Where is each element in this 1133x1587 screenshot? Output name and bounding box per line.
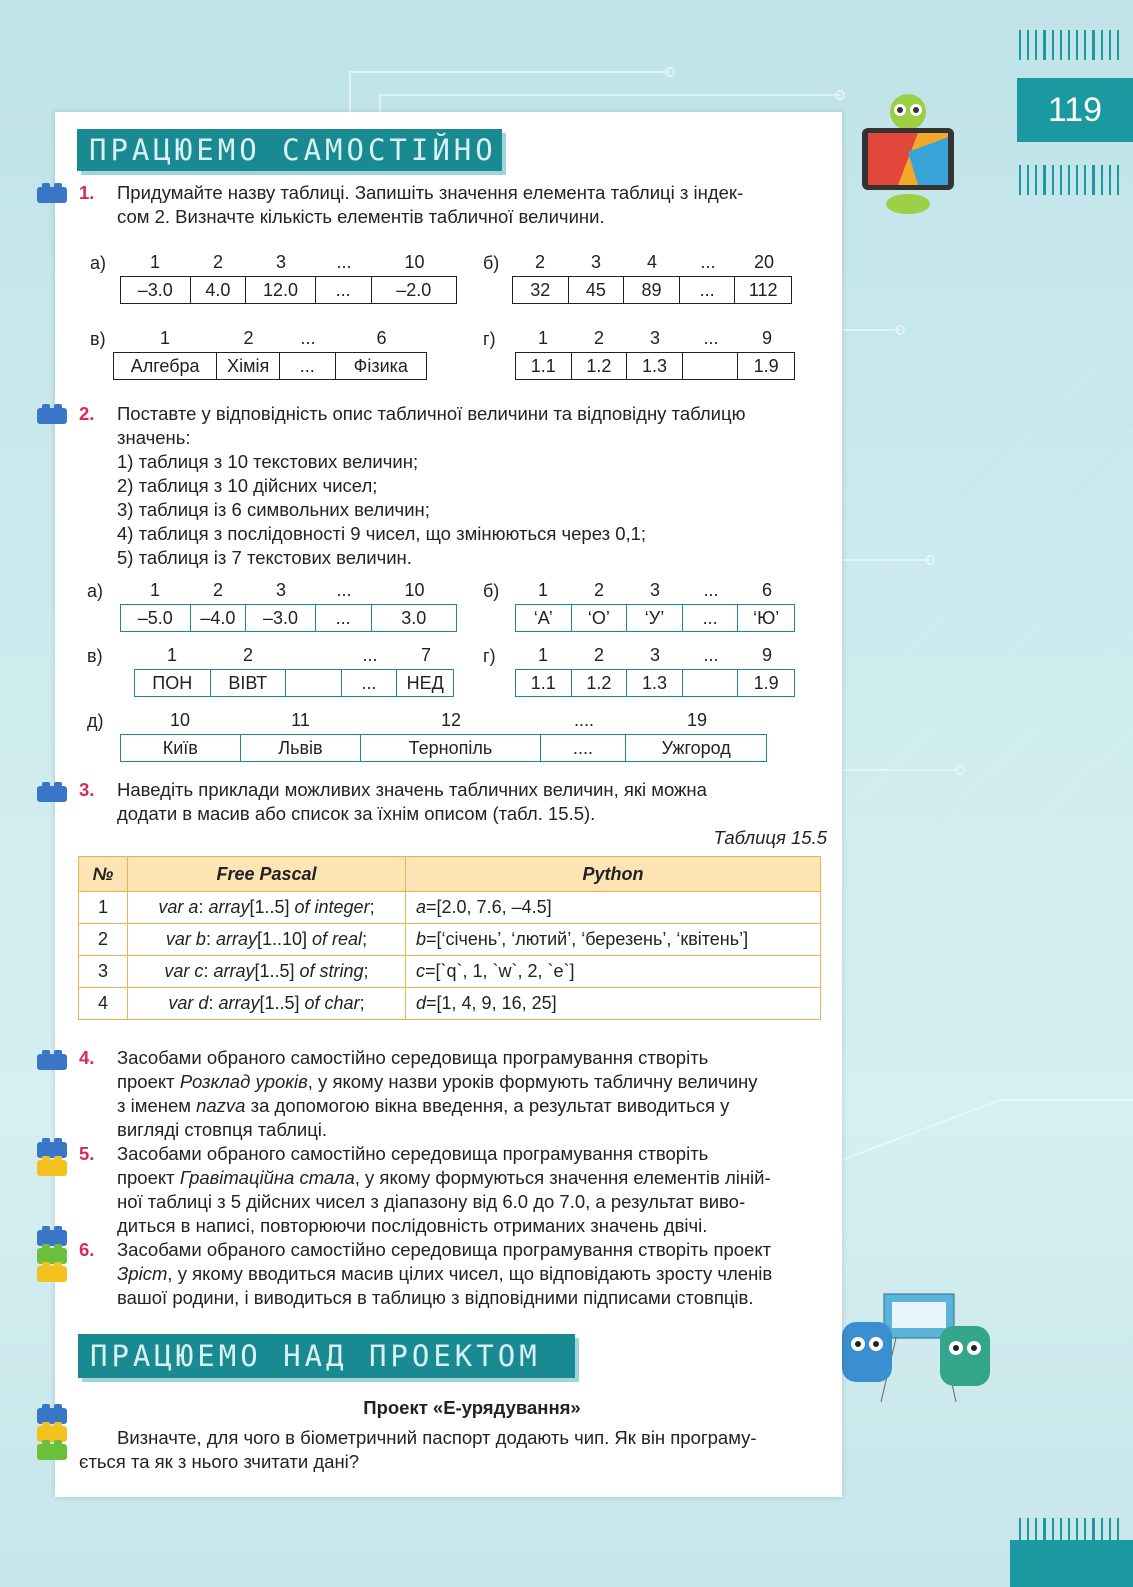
table-cell: Львів <box>241 735 362 761</box>
table-cell: –5.0 <box>121 605 191 631</box>
table-index: 10 <box>404 580 425 600</box>
table-index: 3 <box>649 328 660 348</box>
row-number: 3 <box>79 956 128 988</box>
text-run: проект <box>117 1071 180 1092</box>
table-cell: Фізика <box>353 355 408 376</box>
table-index: 9 <box>761 645 772 665</box>
task-text-line: ної таблиці з 5 дійсних чисел з діапазону від 6.0 до 7.0, а результат виво- <box>117 1191 746 1212</box>
table-label: в) <box>90 329 106 349</box>
project-section <box>117 1396 827 1420</box>
task-text-line: додати в масив або список за їхнім описом (табл. 15.5). <box>117 803 596 824</box>
task-1 <box>79 181 827 229</box>
table-index: 1 <box>159 328 170 348</box>
table-row <box>79 892 821 924</box>
lego-blocks-icon <box>37 1230 69 1284</box>
table-index: 10 <box>404 252 425 272</box>
task-number: 6. <box>79 1239 95 1260</box>
text-run: , у якому назви уроків формують табличну величину <box>307 1071 758 1092</box>
table-index: ... <box>703 328 719 348</box>
table-cell <box>286 670 342 696</box>
table-cell: 3.0 <box>401 607 427 628</box>
pascal-array: array <box>208 897 250 917</box>
task-text-line <box>117 1094 827 1118</box>
table-index: 2 <box>242 645 253 665</box>
section-banner-independent-work: ПРАЦЮЕМО САМОСТІЙНО <box>77 129 502 171</box>
pascal-cell: var b: array[1..10] of real; <box>128 924 406 956</box>
table-cell: 12.0 <box>246 277 316 303</box>
python-value: =[2.0, 7.6, –4.5] <box>426 897 552 917</box>
task-number: 1. <box>79 182 95 203</box>
page-tab-comb-footer <box>1019 1518 1119 1544</box>
table-cell: ... <box>683 605 739 631</box>
robot-tablet-illustration <box>858 92 958 217</box>
table-cell: НЕД <box>406 672 444 693</box>
task-text-line: вигляді стовпця таблиці. <box>117 1119 328 1140</box>
table-index: 7 <box>420 645 431 665</box>
table-row <box>79 956 821 988</box>
table-cell: .... <box>541 735 627 761</box>
task-6 <box>79 1238 827 1310</box>
pascal-array: array <box>213 961 255 981</box>
table-label: г) <box>483 646 496 666</box>
pascal-type: of string <box>299 961 364 981</box>
table-cell: ... <box>316 605 372 631</box>
pascal-type: of real <box>312 929 363 949</box>
page-number: 119 <box>1017 78 1133 142</box>
table-cell: –3.0 <box>246 605 316 631</box>
column-header: № <box>79 857 128 892</box>
text-run: , у якому формуються значення елементів ліній- <box>354 1167 771 1188</box>
table-cells <box>113 352 427 380</box>
table-index: ... <box>703 580 719 600</box>
task-text-line: Засобами обраного самостійно середовища програмування створіть проект <box>117 1239 772 1260</box>
table-index: 19 <box>686 710 708 730</box>
lego-blocks-icon <box>37 1408 69 1462</box>
table-cell: 45 <box>569 277 625 303</box>
python-value: =[‘січень’, ‘лютий’, ‘березень’, ‘квітень’] <box>426 929 749 949</box>
pascal-range: [1..5] <box>259 993 300 1013</box>
column-header: Python <box>406 857 821 892</box>
task-3 <box>79 778 827 850</box>
table-label: г) <box>483 329 496 349</box>
python-cell <box>406 892 821 924</box>
table-cell: Київ <box>121 735 241 761</box>
text-run: проект <box>117 1167 180 1188</box>
table-index: 3 <box>590 252 601 272</box>
task-4 <box>79 1046 827 1142</box>
table-cell: 112 <box>748 279 778 300</box>
table-cell: –3.0 <box>121 277 191 303</box>
task-option: 5) таблиця із 7 текстових величин. <box>117 547 412 568</box>
table-row <box>79 924 821 956</box>
table-cell: –2.0 <box>396 279 432 300</box>
task-option: 1) таблиця з 10 текстових величин; <box>117 451 419 472</box>
table-index: .... <box>573 710 594 730</box>
lego-blocks-icon <box>37 187 69 205</box>
table-cell: ‘У’ <box>627 605 683 631</box>
python-cell <box>406 956 821 988</box>
table-cell: 1.3 <box>627 670 683 696</box>
table-index: 1 <box>537 645 548 665</box>
table-index: 1 <box>149 252 160 272</box>
table-index: 1 <box>537 580 548 600</box>
table-index: 3 <box>275 580 286 600</box>
pascal-range: [1..5] <box>249 897 290 917</box>
row-number: 4 <box>79 988 128 1020</box>
task-text-line <box>117 1262 827 1286</box>
pascal-array: array <box>218 993 260 1013</box>
table-index: 10 <box>169 710 191 730</box>
table-cell: 1.9 <box>753 355 779 376</box>
table-index: 2 <box>534 252 545 272</box>
text-run: за допомогою вікна введення, а результат виводиться у <box>245 1095 730 1116</box>
table-cell: 1.3 <box>627 353 683 379</box>
task-option: 3) таблиця із 6 символьних величин; <box>117 499 430 520</box>
task-5 <box>79 1142 827 1238</box>
table-cells <box>515 669 795 697</box>
table-index: 9 <box>761 328 772 348</box>
table-index: ... <box>336 252 352 272</box>
table-cell: ‘А’ <box>516 605 572 631</box>
task-2 <box>79 402 827 570</box>
table-cell: ... <box>280 353 336 379</box>
task-option: 4) таблиця з послідовності 9 чисел, що змінюються через 0,1; <box>117 523 647 544</box>
lego-blocks-icon <box>37 1054 69 1072</box>
text-run: , у якому вводиться масив цілих чисел, що відповідають зросту членів <box>167 1263 773 1284</box>
table-cells <box>120 734 767 762</box>
table-cell: 89 <box>624 277 680 303</box>
table-cells <box>120 276 457 304</box>
project-text-line: Визначте, для чого в біометричний паспорт додають чип. Як він програму- <box>117 1427 757 1448</box>
table-cell: 4.0 <box>191 277 247 303</box>
table-index: ... <box>700 252 716 272</box>
lego-blocks-icon <box>37 408 69 426</box>
table-cell: 1.1 <box>516 353 572 379</box>
table-cell: ... <box>316 277 372 303</box>
table-cells <box>120 604 457 632</box>
table-index: 2 <box>212 252 223 272</box>
variable-name: nazva <box>196 1095 246 1116</box>
table-cell: 1.2 <box>572 353 628 379</box>
task-text-line: вашої родини, і виводиться в таблицю з відповідними підписами стовпців. <box>117 1287 754 1308</box>
table-label: а) <box>87 581 104 601</box>
table-index: 2 <box>593 580 604 600</box>
pascal-range: [1..5] <box>254 961 295 981</box>
table-index: 3 <box>649 645 660 665</box>
project-text-line: ється та як з нього зчитати дані? <box>79 1451 360 1472</box>
table-index: 6 <box>761 580 772 600</box>
table-index: 12 <box>440 710 462 730</box>
task-text-line: Засобами обраного самостійно середовища програмування створіть <box>117 1047 709 1068</box>
pascal-var: var a <box>158 897 199 917</box>
row-number: 1 <box>79 892 128 924</box>
table-cell: ‘Ю’ <box>753 607 780 628</box>
task-text-line: Засобами обраного самостійно середовища програмування створіть <box>117 1143 709 1164</box>
pascal-cell: var a: array[1..5] of integer; <box>128 892 406 924</box>
table-cell <box>683 670 739 696</box>
table-index: 4 <box>646 252 657 272</box>
table-index: 1 <box>166 645 177 665</box>
table-index: 3 <box>649 580 660 600</box>
project-name: Гравітаційна стала <box>179 1167 355 1188</box>
table-index: ... <box>362 645 378 665</box>
table-cells <box>515 352 795 380</box>
pascal-type: of char <box>304 993 360 1013</box>
task-text-line <box>117 1166 827 1190</box>
table-label: б) <box>483 581 500 601</box>
row-number: 2 <box>79 924 128 956</box>
task-text-line: значень: <box>117 427 191 448</box>
task-option: 2) таблиця з 10 дійсних чисел; <box>117 475 378 496</box>
pascal-var: var b <box>165 929 206 949</box>
table-cell: 1.1 <box>516 670 572 696</box>
task-number: 5. <box>79 1143 95 1164</box>
project-title: Проект «Е-урядування» <box>363 1397 581 1418</box>
table-cell: 32 <box>513 277 569 303</box>
table-index: ... <box>703 645 719 665</box>
python-var: d <box>416 993 427 1013</box>
table-row <box>79 988 821 1020</box>
task-text-line: Наведіть приклади можливих значень табличних величин, які можна <box>117 779 707 800</box>
text-run: з іменем <box>117 1095 197 1116</box>
table-cell <box>683 353 739 379</box>
python-cell <box>406 988 821 1020</box>
page-tab-comb-top <box>1019 30 1119 60</box>
table-cell: Тернопіль <box>361 735 540 761</box>
python-value: =[`q`, 1, `w`, 2, `e`] <box>425 961 575 981</box>
robots-board-illustration <box>836 1292 1006 1407</box>
table-index: 11 <box>291 710 310 730</box>
task-text-line: диться в написі, повторюючи послідовність отриманих значень двічі. <box>117 1215 708 1236</box>
task-text-line: Поставте у відповідність опис табличної величини та відповідну таблицю <box>117 403 746 424</box>
table-index: 6 <box>376 328 387 348</box>
section-banner-project-work: ПРАЦЮЕМО НАД ПРОЕКТОМ <box>78 1334 575 1378</box>
python-cell <box>406 924 821 956</box>
table-index: 2 <box>593 645 604 665</box>
table-cell: ... <box>680 277 736 303</box>
python-var: a <box>416 897 427 917</box>
python-var: b <box>416 929 427 949</box>
table-index: 2 <box>243 328 254 348</box>
pascal-var: var c <box>164 961 204 981</box>
lego-blocks-icon <box>37 1142 69 1178</box>
table-cell: –4.0 <box>191 605 247 631</box>
table-index: ... <box>300 328 316 348</box>
table-index: ... <box>336 580 352 600</box>
task-text-line: сом 2. Визначте кількість елементів табличної величини. <box>117 206 605 227</box>
pascal-range: [1..10] <box>256 929 308 949</box>
table-cell: Хімія <box>217 353 280 379</box>
project-name: Розклад уроків <box>179 1071 308 1092</box>
table-index: 2 <box>593 328 604 348</box>
task-number: 2. <box>79 403 95 424</box>
table-index: 20 <box>753 252 775 272</box>
table-label: д) <box>87 711 104 731</box>
task-text-line <box>117 1070 827 1094</box>
table-cell: Алгебра <box>114 353 217 379</box>
page-tab-comb-bottom <box>1019 165 1119 195</box>
pascal-cell: var d: array[1..5] of char; <box>128 988 406 1020</box>
table-cell: 1.9 <box>753 672 779 693</box>
table-15-5 <box>78 856 821 1020</box>
table-label: а) <box>90 253 107 273</box>
table-cell: ВІВТ <box>211 670 287 696</box>
textbook-page <box>55 112 842 1497</box>
table-index: 2 <box>212 580 223 600</box>
task-number: 3. <box>79 779 95 800</box>
pascal-cell: var c: array[1..5] of string; <box>128 956 406 988</box>
table-cells <box>515 604 795 632</box>
table-header-row <box>79 857 821 892</box>
table-cell: ... <box>342 670 398 696</box>
table-label: в) <box>87 646 103 666</box>
project-name: Зріст <box>117 1263 168 1284</box>
table-cell: ‘О’ <box>572 605 628 631</box>
project-text <box>79 1426 827 1474</box>
python-value: =[1, 4, 9, 16, 25] <box>426 993 557 1013</box>
pascal-var: var d <box>168 993 209 1013</box>
table-cell: Ужгород <box>661 737 731 758</box>
lego-blocks-icon <box>37 786 69 804</box>
task-text-line: Придумайте назву таблиці. Запишіть значення елемента таблиці з індек- <box>117 182 744 203</box>
table-cell: 1.2 <box>572 670 628 696</box>
table-caption: Таблиця 15.5 <box>713 827 827 848</box>
table-cell: ПОН <box>135 670 211 696</box>
table-index: 1 <box>537 328 548 348</box>
column-header: Free Pascal <box>128 857 406 892</box>
python-var: c <box>416 961 425 981</box>
table-cells <box>134 669 454 697</box>
pascal-type: of integer <box>294 897 370 917</box>
table-index: 1 <box>149 580 160 600</box>
table-index: 3 <box>275 252 286 272</box>
pascal-array: array <box>215 929 257 949</box>
table-label: б) <box>483 253 500 273</box>
task-number: 4. <box>79 1047 95 1068</box>
table-cells <box>512 276 792 304</box>
